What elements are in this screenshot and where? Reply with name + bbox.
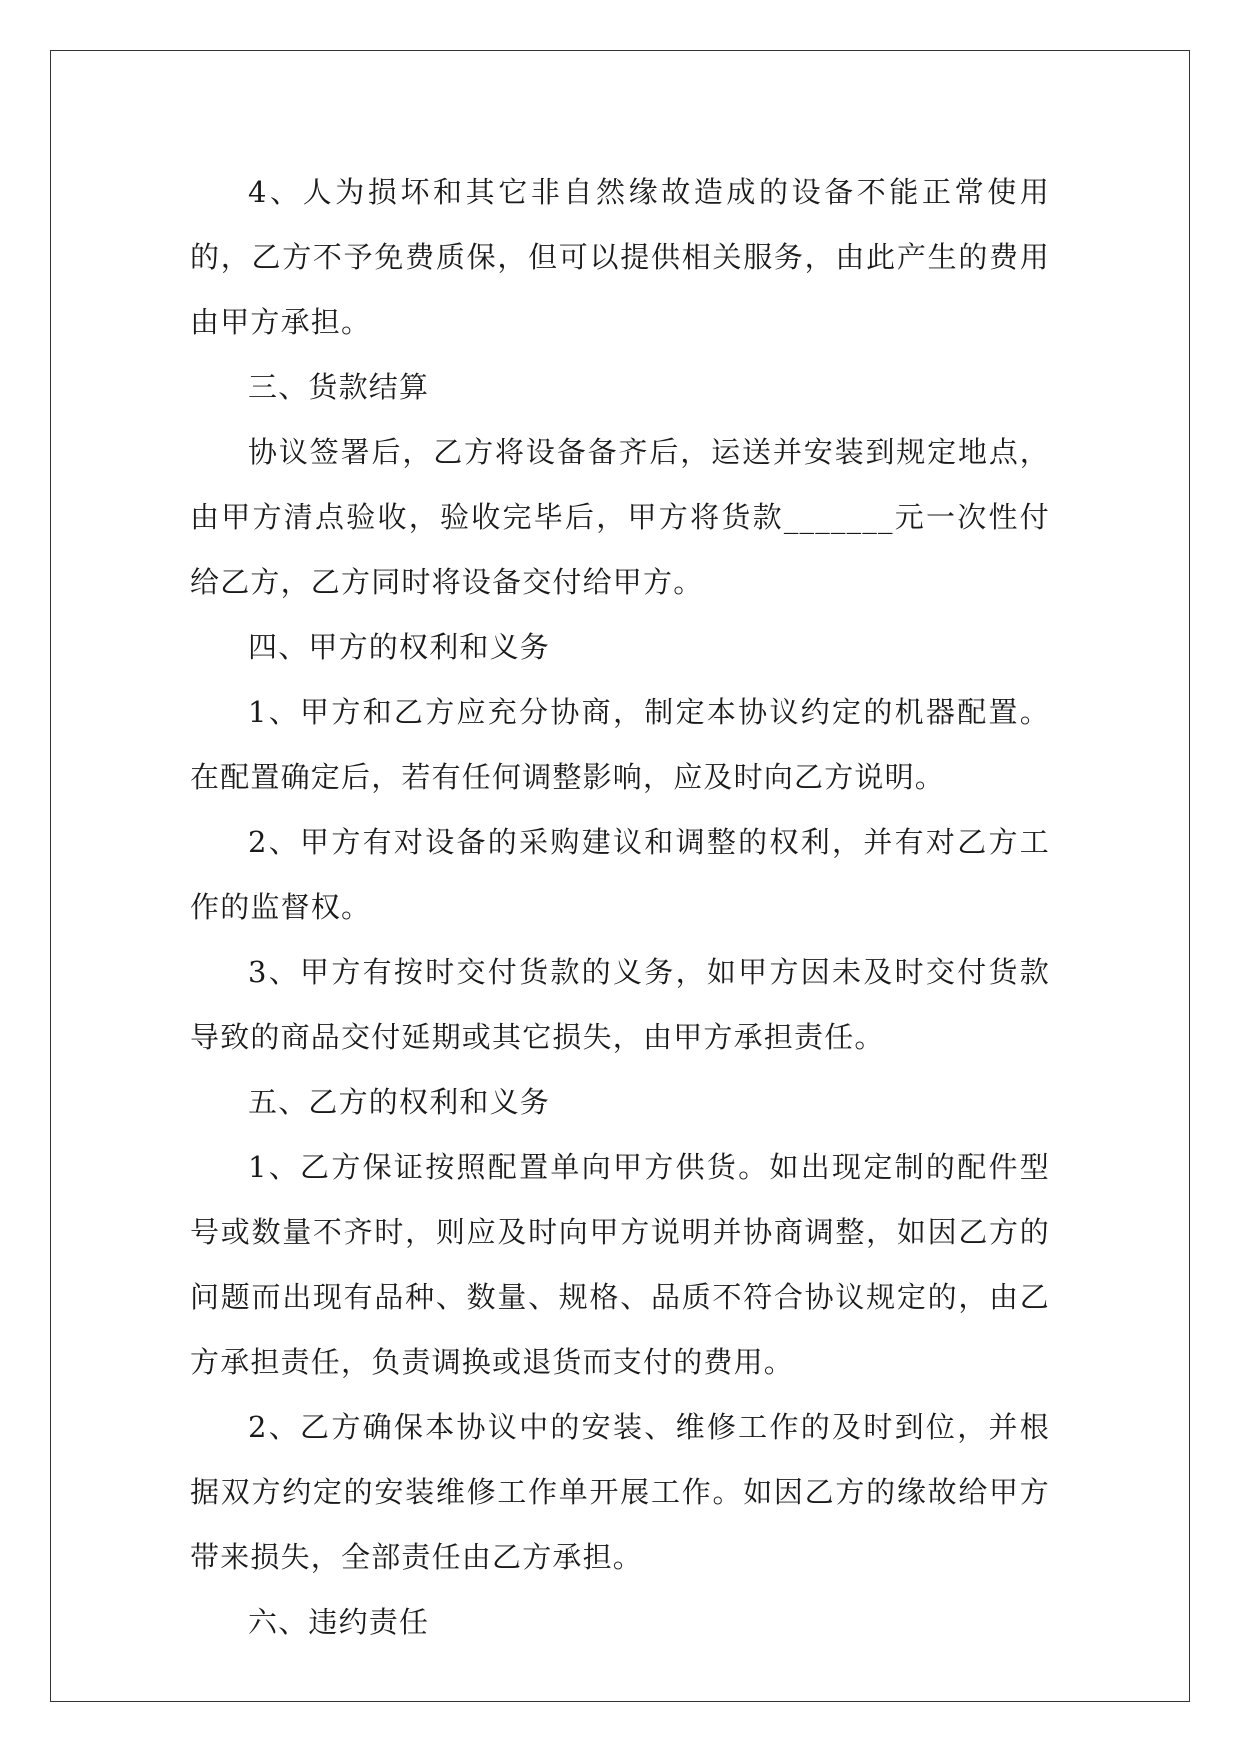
clause-4-damage: 4、人为损坏和其它非自然缘故造成的设备不能正常使用的，乙方不予免费质保，但可以提供相关服务，由此产生的费用由甲方承担。 [190,175,1050,339]
section-heading-liability: 六、违约责任 [248,1605,430,1639]
party-a-clause-1: 1、甲方和乙方应充分协商，制定本协议约定的机器配置。在配置确定后，若有任何调整影响，应及时向乙方说明。 [190,695,1050,794]
document-body [190,160,1050,1655]
payment-clause: 协议签署后，乙方将设备备齐后，运送并安装到规定地点，由甲方清点验收，验收完毕后，甲方将货款_______元一次性付给乙方，乙方同时将设备交付给甲方。 [190,435,1050,599]
party-b-clause-2: 2、乙方确保本协议中的安装、维修工作的及时到位，并根据双方约定的安装维修工作单开展工作。如因乙方的缘故给甲方带来损失，全部责任由乙方承担。 [190,1410,1050,1574]
section-heading-payment: 三、货款结算 [248,370,430,404]
section-heading-party-b: 五、乙方的权利和义务 [248,1085,551,1119]
section-heading-party-a: 四、甲方的权利和义务 [248,630,551,664]
party-a-clause-2: 2、甲方有对设备的采购建议和调整的权利，并有对乙方工作的监督权。 [190,825,1050,924]
party-b-clause-1: 1、乙方保证按照配置单向甲方供货。如出现定制的配件型号或数量不齐时，则应及时向甲方说明并协商调整，如因乙方的问题而出现有品种、数量、规格、品质不符合协议规定的，由乙方承担责任，负责调换或退货而支付的费用。 [190,1150,1050,1379]
party-a-clause-3: 3、甲方有按时交付货款的义务，如甲方因未及时交付货款导致的商品交付延期或其它损失，由甲方承担责任。 [190,955,1050,1054]
